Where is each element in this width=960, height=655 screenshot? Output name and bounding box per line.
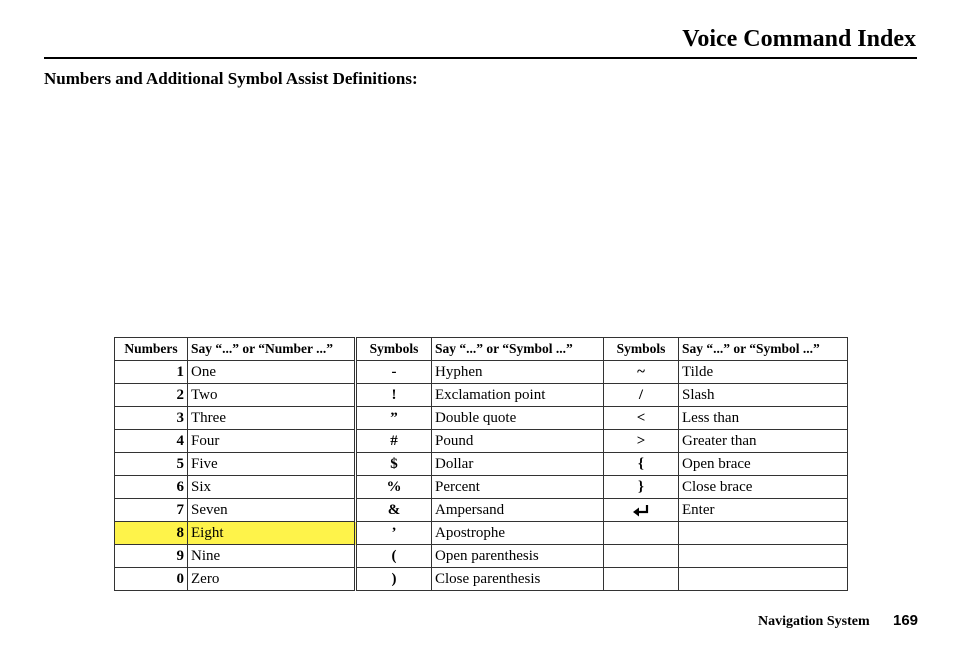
number-cell: 0 [115, 568, 188, 591]
number-cell: 9 [115, 545, 188, 568]
page-title: Voice Command Index [682, 26, 916, 52]
symbol-cell: - [356, 361, 432, 384]
table-row [115, 430, 848, 453]
table-row [115, 361, 848, 384]
symbol-word-cell: Dollar [432, 453, 604, 476]
symbol-cell: & [356, 499, 432, 522]
symbol-word-cell: Percent [432, 476, 604, 499]
symbol-cell: ” [356, 407, 432, 430]
number-word-cell: One [188, 361, 356, 384]
symbol-word-cell: Ampersand [432, 499, 604, 522]
table-row [115, 453, 848, 476]
table-row-highlighted [115, 522, 848, 545]
symbol-word-cell: Pound [432, 430, 604, 453]
symbol-word-cell-2 [679, 568, 848, 591]
symbol-cell-2: ~ [604, 361, 679, 384]
number-cell: 3 [115, 407, 188, 430]
enter-return-arrow-icon [632, 504, 650, 518]
symbol-word-cell-2: Close brace [679, 476, 848, 499]
voice-command-table [114, 337, 848, 591]
header-say-symbol-2: Say “...” or “Symbol ...” [679, 338, 848, 361]
symbol-word-cell-2: Open brace [679, 453, 848, 476]
footer-section-label: Navigation System [758, 614, 870, 629]
table-row [115, 407, 848, 430]
symbol-cell-2 [604, 522, 679, 545]
symbol-word-cell: Double quote [432, 407, 604, 430]
symbol-cell-2: } [604, 476, 679, 499]
number-cell: 5 [115, 453, 188, 476]
table-row [115, 499, 848, 522]
symbol-cell: % [356, 476, 432, 499]
number-word-cell: Six [188, 476, 356, 499]
symbol-cell-2 [604, 499, 679, 522]
page-number: 169 [893, 612, 919, 629]
symbol-word-cell-2 [679, 522, 848, 545]
section-heading: Numbers and Additional Symbol Assist Definitions: [44, 69, 418, 88]
number-cell: 2 [115, 384, 188, 407]
number-word-cell: Four [188, 430, 356, 453]
symbol-word-cell: Hyphen [432, 361, 604, 384]
header-symbols-2: Symbols [604, 338, 679, 361]
header-say-symbol: Say “...” or “Symbol ...” [432, 338, 604, 361]
symbol-cell: # [356, 430, 432, 453]
symbol-word-cell: Close parenthesis [432, 568, 604, 591]
symbol-cell-2: > [604, 430, 679, 453]
symbol-word-cell-2: Enter [679, 499, 848, 522]
number-word-cell: Zero [188, 568, 356, 591]
table-header-row [115, 338, 848, 361]
number-cell: 1 [115, 361, 188, 384]
symbol-cell-2: / [604, 384, 679, 407]
title-divider [44, 57, 917, 59]
number-word-cell: Seven [188, 499, 356, 522]
symbol-word-cell: Apostrophe [432, 522, 604, 545]
symbol-word-cell-2 [679, 545, 848, 568]
symbol-cell: ! [356, 384, 432, 407]
symbol-cell-2: { [604, 453, 679, 476]
symbol-word-cell-2: Slash [679, 384, 848, 407]
symbol-cell: ( [356, 545, 432, 568]
symbol-word-cell: Open parenthesis [432, 545, 604, 568]
table-row [115, 384, 848, 407]
number-word-cell: Eight [188, 522, 356, 545]
number-cell: 8 [115, 522, 188, 545]
table-row [115, 476, 848, 499]
header-numbers: Numbers [115, 338, 188, 361]
symbol-word-cell-2: Tilde [679, 361, 848, 384]
symbol-cell: ’ [356, 522, 432, 545]
symbol-cell-2 [604, 545, 679, 568]
symbol-cell: ) [356, 568, 432, 591]
number-cell: 4 [115, 430, 188, 453]
table-row [115, 568, 848, 591]
number-cell: 7 [115, 499, 188, 522]
number-cell: 6 [115, 476, 188, 499]
number-word-cell: Nine [188, 545, 356, 568]
symbol-cell-2 [604, 568, 679, 591]
symbol-cell: $ [356, 453, 432, 476]
symbol-cell-2: < [604, 407, 679, 430]
symbol-word-cell-2: Greater than [679, 430, 848, 453]
number-word-cell: Three [188, 407, 356, 430]
header-say-number: Say “...” or “Number ...” [188, 338, 356, 361]
header-symbols: Symbols [356, 338, 432, 361]
number-word-cell: Two [188, 384, 356, 407]
symbol-word-cell-2: Less than [679, 407, 848, 430]
table-row [115, 545, 848, 568]
number-word-cell: Five [188, 453, 356, 476]
symbol-word-cell: Exclamation point [432, 384, 604, 407]
